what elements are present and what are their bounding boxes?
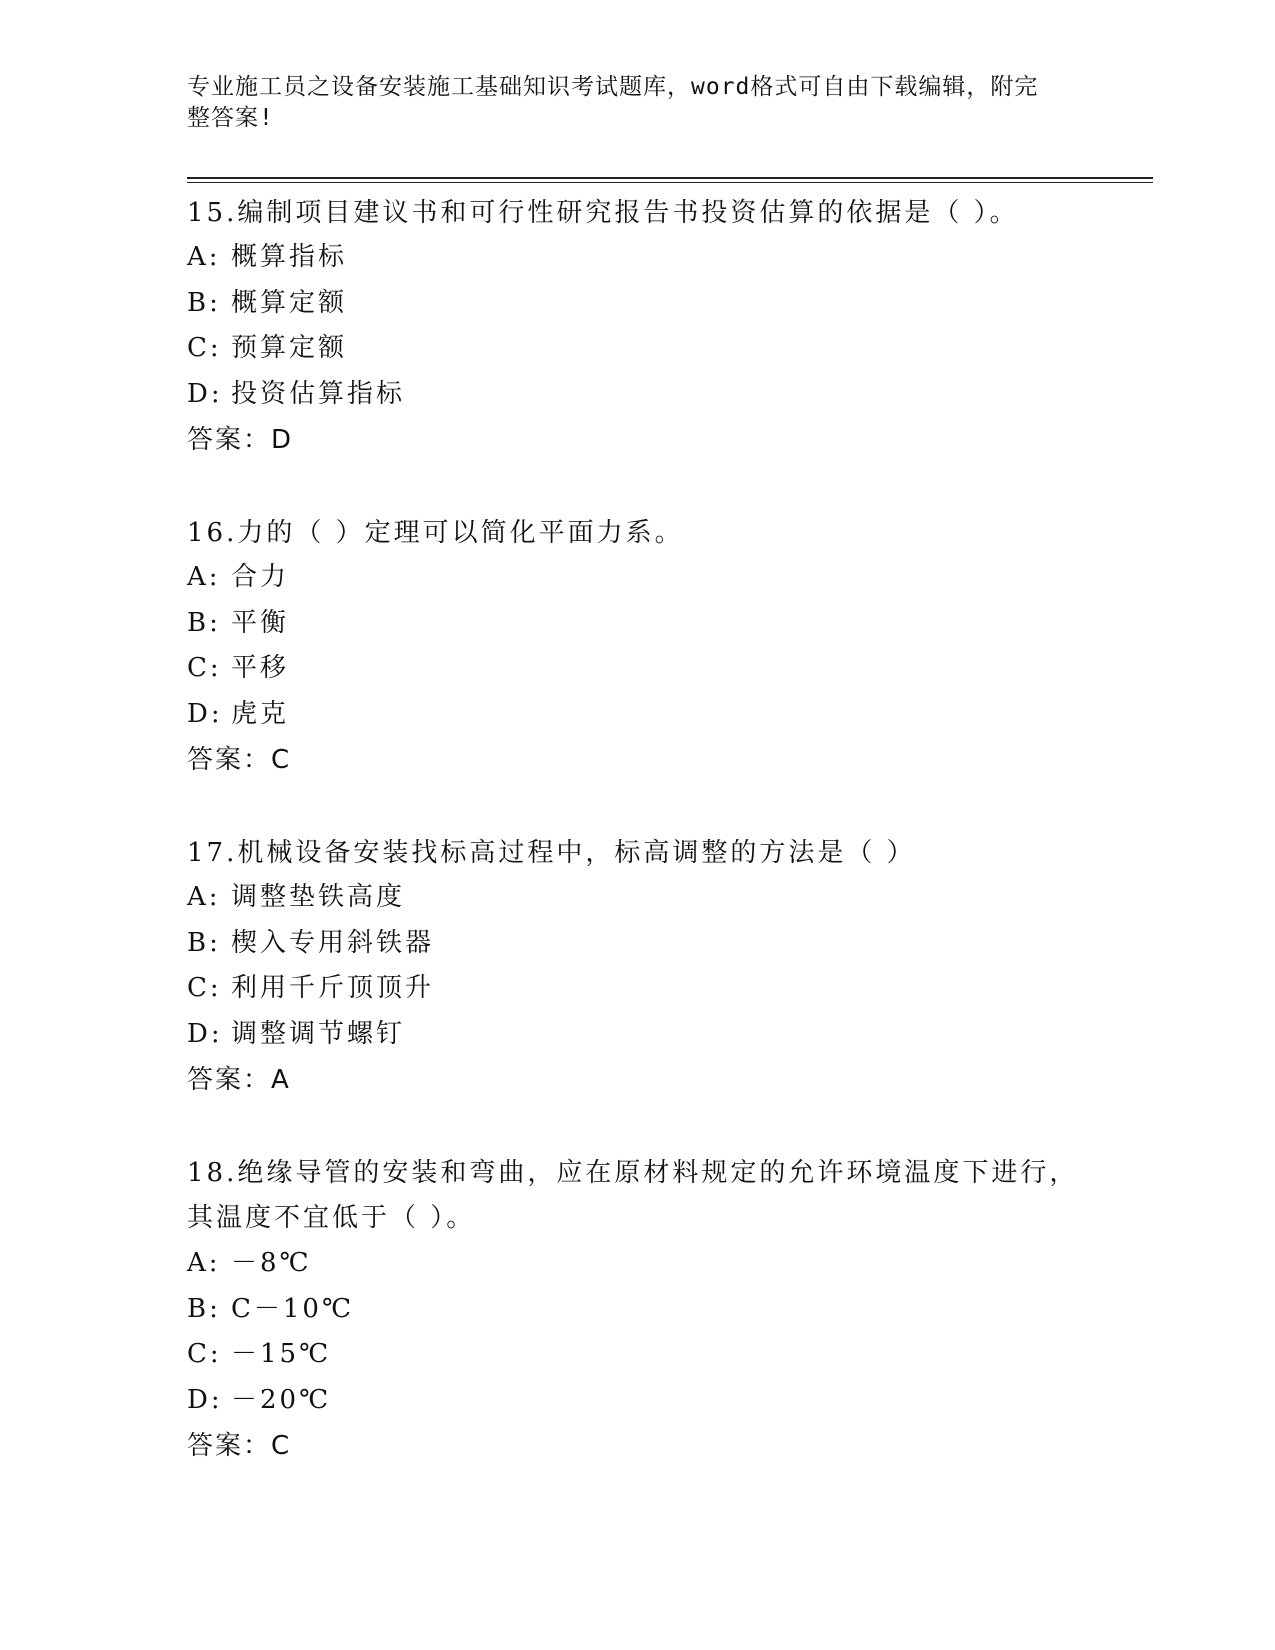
option-text: 概算指标 — [231, 242, 348, 272]
option-text: 平衡 — [231, 607, 290, 638]
question-text: 15.编制项目建议书和可行性研究报告书投资估算的依据是（ ）。 — [187, 198, 1019, 228]
option-letter: A: — [187, 882, 221, 912]
question-16 — [187, 511, 1087, 783]
option-d — [187, 1012, 1087, 1058]
option-c — [187, 1332, 1087, 1378]
question-text-line-1: 18.绝缘导管的安装和弯曲，应在原材料规定的允许环境温度下进行， — [187, 1158, 1079, 1188]
answer-key: 答案：D — [187, 425, 294, 455]
question-text: 17.机械设备安装找标高过程中，标高调整的方法是（ ） — [187, 838, 916, 868]
option-letter: B: — [187, 927, 221, 958]
option-letter: C: — [187, 333, 222, 363]
option-c — [187, 966, 1087, 1012]
option-a — [187, 555, 1087, 601]
option-b — [187, 601, 1087, 647]
header-line-2: 整答案! — [187, 105, 274, 131]
option-text: 调整调节螺钉 — [231, 1018, 406, 1049]
option-text: 合力 — [231, 562, 290, 592]
question-18 — [187, 1151, 1087, 1469]
option-text: －15℃ — [231, 1339, 332, 1369]
option-letter: D: — [187, 1018, 223, 1049]
option-text: 投资估算指标 — [231, 378, 406, 409]
option-text: 楔入专用斜铁器 — [231, 927, 435, 958]
option-text: 调整垫铁高度 — [231, 882, 406, 912]
option-letter: D: — [187, 698, 223, 729]
option-letter: C: — [187, 653, 222, 683]
header-divider-top — [187, 177, 1153, 179]
header-divider-bottom — [187, 182, 1153, 183]
option-b — [187, 281, 1087, 327]
option-text: 预算定额 — [231, 333, 348, 363]
option-letter: B: — [187, 1293, 221, 1324]
option-d — [187, 1378, 1087, 1424]
option-a — [187, 875, 1087, 921]
option-letter: B: — [187, 607, 221, 638]
option-text: 利用千斤顶顶升 — [231, 973, 435, 1003]
option-d — [187, 372, 1087, 418]
option-d — [187, 692, 1087, 738]
option-letter: A: — [187, 242, 221, 272]
option-text: －8℃ — [231, 1248, 312, 1278]
option-text: 概算定额 — [231, 287, 348, 318]
option-text: 平移 — [231, 653, 290, 683]
option-c — [187, 646, 1087, 692]
option-letter: C: — [187, 1339, 222, 1369]
option-a — [187, 235, 1087, 281]
question-text: 16.力的（ ）定理可以简化平面力系。 — [187, 518, 684, 548]
document-header — [187, 72, 1077, 134]
option-letter: B: — [187, 287, 221, 318]
question-17 — [187, 831, 1087, 1103]
option-text: 虎克 — [231, 698, 290, 729]
option-letter: A: — [187, 1248, 221, 1278]
question-15 — [187, 191, 1087, 463]
answer-key: 答案：C — [187, 745, 292, 775]
question-text — [187, 1151, 1087, 1241]
answer-key: 答案：A — [187, 1065, 291, 1095]
header-line-1: 专业施工员之设备安装施工基础知识考试题库，word格式可自由下载编辑，附完 — [187, 74, 1039, 100]
option-letter: D: — [187, 378, 223, 409]
option-text: C－10℃ — [231, 1293, 355, 1324]
option-letter: A: — [187, 562, 221, 592]
answer-key: 答案：C — [187, 1431, 292, 1461]
option-b — [187, 921, 1087, 967]
question-text-line-2: 其温度不宜低于（ ）。 — [187, 1203, 476, 1233]
option-letter: C: — [187, 973, 222, 1003]
option-text: －20℃ — [231, 1384, 332, 1415]
option-a — [187, 1241, 1087, 1287]
option-c — [187, 326, 1087, 372]
option-b — [187, 1287, 1087, 1333]
option-letter: D: — [187, 1384, 223, 1415]
